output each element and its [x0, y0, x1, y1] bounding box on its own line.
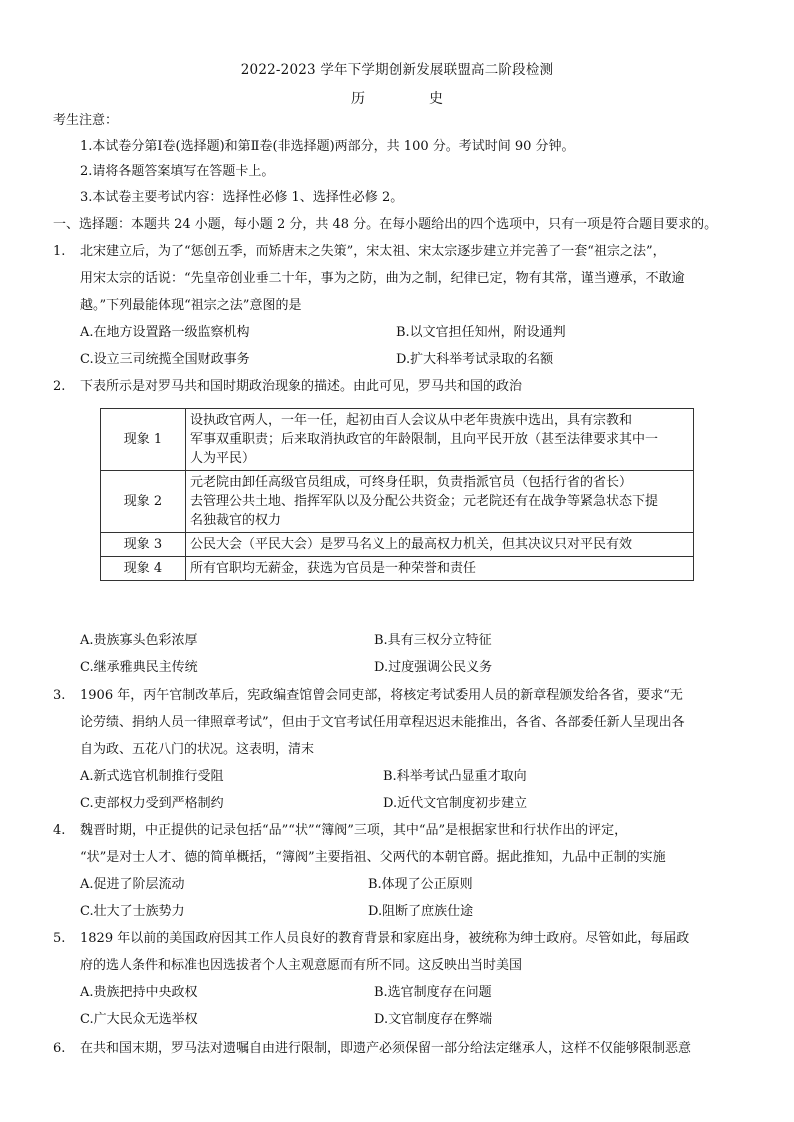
table-row	[101, 409, 694, 471]
q2-option-d[interactable]: D.过度强调公民义务	[374, 660, 493, 675]
table-cell-line: 人为平民）	[190, 451, 256, 466]
q2-number: 2.	[53, 379, 66, 394]
table-cell-line: 设执政官两人，一年一任，起初由百人会议从中老年贵族中选出，具有宗教和	[190, 413, 633, 428]
q6-number: 6.	[53, 1041, 66, 1056]
table-cell-line: 军事双重职责；后来取消执政官的年龄限制，且向平民开放（甚至法律要求其中一	[190, 432, 659, 447]
q3-option-b[interactable]: B.科举考试凸显重才取向	[383, 769, 527, 784]
q3-option-a[interactable]: A.新式选官机制推行受阻	[80, 769, 224, 784]
q1-option-b[interactable]: B.以文官担任知州，附设通判	[396, 325, 566, 340]
q1-stem-line-3: 越。”下列最能体现“祖宗之法”意图的是	[80, 298, 302, 313]
table-row	[101, 557, 694, 581]
table-row-head: 现象 4	[101, 557, 186, 581]
notice-item-3: 3.本试卷主要考试内容：选择性必修 1、选择性必修 2。	[80, 190, 404, 205]
q4-option-b[interactable]: B.体现了公正原则	[368, 877, 473, 892]
table-cell-line: 去管理公共土地、指挥军队以及分配公共资金；元老院还有在战争等紧急状态下提	[190, 494, 659, 509]
q6-stem-line-1: 在共和国末期，罗马法对遗嘱自由进行限制，即遗产必须保留一部分给法定继承人，这样不仅能够限制恶意	[80, 1041, 692, 1056]
q5-option-b[interactable]: B.选官制度存在问题	[374, 985, 492, 1000]
q1-option-c[interactable]: C.设立三司统揽全国财政事务	[80, 352, 250, 367]
q5-option-a[interactable]: A.贵族把持中央政权	[80, 985, 198, 1000]
subject-char-2: 史	[429, 91, 443, 107]
section-heading: 一、选择题：本题共 24 小题，每小题 2 分，共 48 分。在每小题给出的四个选项中，只有一项是符合题目要求的。	[53, 217, 718, 232]
table-cell-line: 所有官职均无薪金，获选为官员是一种荣誉和责任	[190, 561, 477, 576]
q2-option-c[interactable]: C.继承雅典民主传统	[80, 660, 198, 675]
table-row-content	[186, 409, 694, 471]
table-row-content	[186, 557, 694, 581]
table-row	[101, 471, 694, 533]
q4-option-a[interactable]: A.促进了阶层流动	[80, 877, 185, 892]
q1-stem-line-2: 用宋太宗的话说：“先皇帝创业垂二十年，事为之防，曲为之制，纪律已定，物有其常，谨当遵承，不敢逾	[80, 271, 685, 286]
q3-stem-line-2: 论劳绩、捐纳人员一律照章考试”，但由于文官考试任用章程迟迟未能推出，各省、各部委任新人呈现出各	[80, 715, 685, 730]
table-row-head: 现象 1	[101, 409, 186, 471]
q5-number: 5.	[53, 931, 66, 946]
table-cell-line: 名独裁官的权力	[190, 513, 282, 528]
q4-stem-line-1: 魏晋时期，中正提供的记录包括“品”“状”“簿阀”三项，其中“品”是根据家世和行状作出的评定，	[80, 823, 628, 838]
q3-option-c[interactable]: C.吏部权力受到严格制约	[80, 796, 224, 811]
table-row-content	[186, 471, 694, 533]
q5-stem-line-1: 1829 年以前的美国政府因其工作人员良好的教育背景和家庭出身，被统称为绅士政府。尽管如此，每届政	[80, 931, 690, 946]
subject-title	[0, 88, 794, 108]
q4-stem-line-2: “状”是对士人才、德的简单概括，“簿阀”主要指祖、父两代的本朝官爵。据此推知，九品中正制的实施	[80, 850, 666, 865]
q4-option-c[interactable]: C.壮大了士族势力	[80, 904, 185, 919]
notice-item-1: 1.本试卷分第Ⅰ卷(选择题)和第Ⅱ卷(非选择题)两部分，共 100 分。考试时间 90 分钟。	[80, 139, 575, 154]
q1-option-a[interactable]: A.在地方设置路一级监察机构	[80, 325, 250, 340]
exam-title: 2022-2023 学年下学期创新发展联盟高二阶段检测	[240, 62, 554, 78]
table-row	[101, 533, 694, 557]
q4-option-d[interactable]: D.阻断了庶族仕途	[368, 904, 474, 919]
q5-option-c[interactable]: C.广大民众无选举权	[80, 1012, 198, 1027]
table-row-head: 现象 3	[101, 533, 186, 557]
table-row-content	[186, 533, 694, 557]
q1-stem-line-1: 北宋建立后，为了“惩创五季，而矫唐末之失策”，宋太祖、宋太宗逐步建立并完善了一套“祖宗之法”，	[80, 244, 666, 259]
q1-number: 1.	[53, 244, 66, 259]
q5-option-d[interactable]: D.文官制度存在弊端	[374, 1012, 493, 1027]
q5-stem-line-2: 府的选人条件和标准也因选拔者个人主观意愿而有所不同。这反映出当时美国	[80, 958, 523, 973]
q1-option-d[interactable]: D.扩大科举考试录取的名额	[396, 352, 554, 367]
table-cell-line: 元老院由卸任高级官员组成，可终身任职，负责指派官员（包括行省的省长）	[190, 475, 633, 490]
q2-option-a[interactable]: A.贵族寡头色彩浓厚	[80, 633, 198, 648]
notice-heading: 考生注意：	[53, 113, 119, 128]
q4-number: 4.	[53, 823, 66, 838]
q2-stem: 下表所示是对罗马共和国时期政治现象的描述。由此可见，罗马共和国的政治	[80, 379, 523, 394]
subject-char-1: 历	[351, 91, 365, 107]
q3-option-d[interactable]: D.近代文官制度初步建立	[383, 796, 528, 811]
q3-stem-line-3: 自为政、五花八门的状况。这表明，清末	[80, 742, 315, 757]
q3-stem-line-1: 1906 年，丙午官制改革后，宪政编查馆曾会同吏部，将核定考试委用人员的新章程颁发给各省，要求“无	[80, 688, 683, 703]
q3-number: 3.	[53, 688, 66, 703]
q2-option-b[interactable]: B.具有三权分立特征	[374, 633, 492, 648]
q2-table	[100, 408, 694, 581]
notice-item-2: 2.请将各题答案填写在答题卡上。	[80, 164, 275, 179]
table-cell-line: 公民大会（平民大会）是罗马名义上的最高权力机关，但其决议只对平民有效	[190, 537, 633, 552]
table-row-head: 现象 2	[101, 471, 186, 533]
